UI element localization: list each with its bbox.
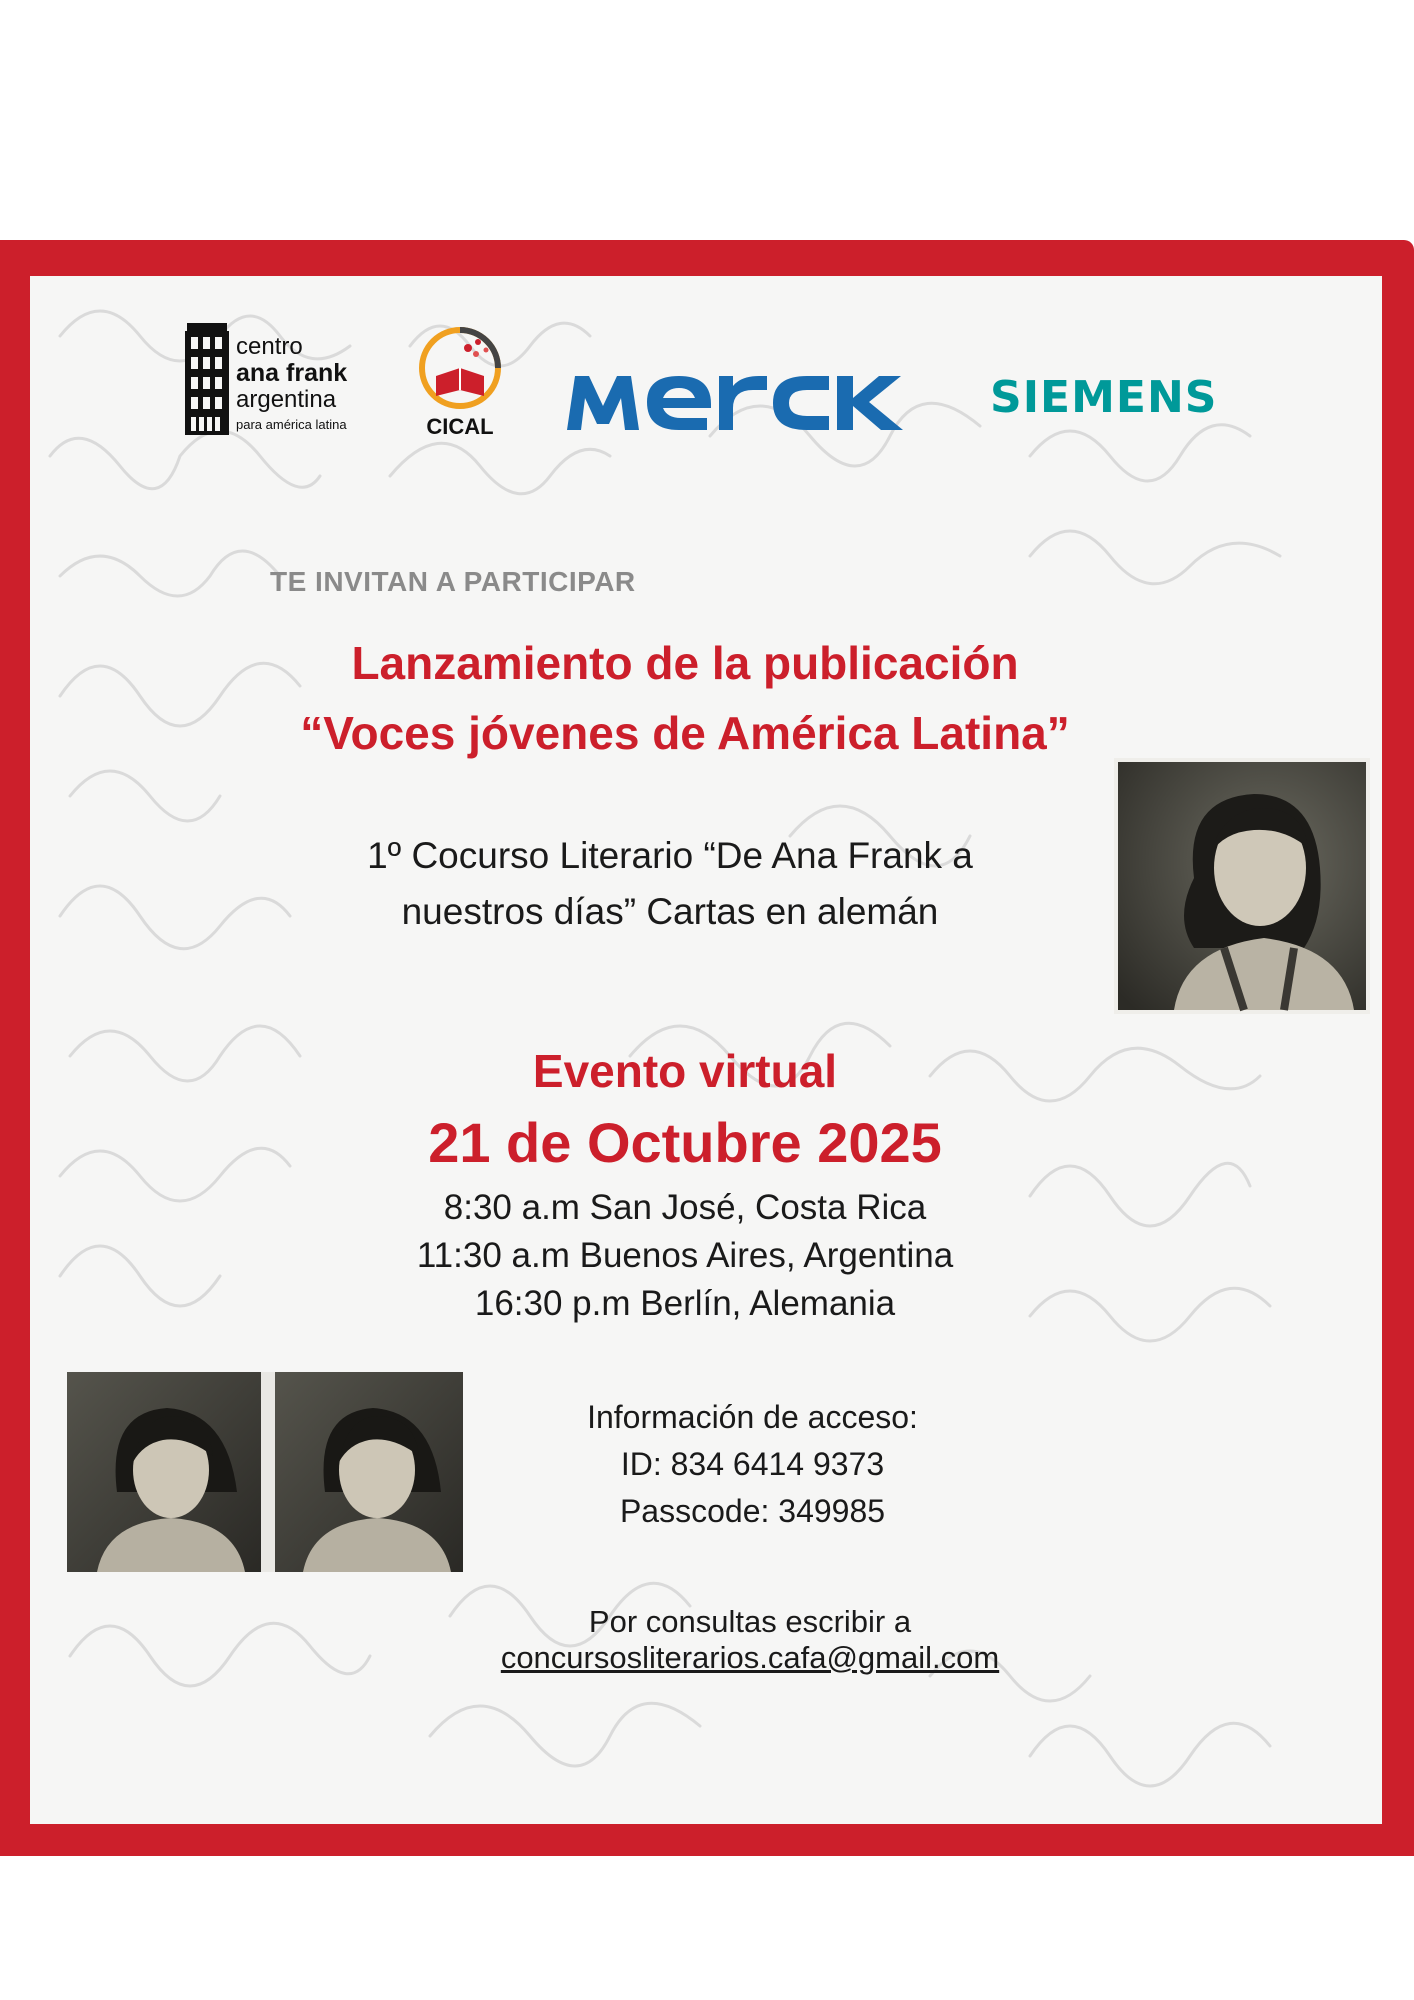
contact-text: Por consultas escribir a	[588, 1604, 912, 1639]
cical-label: CICAL	[426, 414, 494, 439]
event-date: 21 de Octubre 2025	[428, 1111, 942, 1174]
time-germany: 16:30 p.m Berlín, Alemania	[474, 1284, 896, 1323]
merck-logo	[567, 372, 917, 434]
title-line1: Lanzamiento de la publicación	[351, 637, 1019, 689]
cafa-wordmark	[236, 335, 347, 431]
time-costa-rica: 8:30 a.m San José, Costa Rica	[443, 1188, 927, 1227]
contest-line2: nuestros días” Cartas en alemán	[401, 891, 939, 932]
cafa-line1: centro	[236, 333, 303, 360]
cafa-line2: ana frank	[236, 359, 348, 387]
cafa-line3: argentina	[236, 386, 337, 413]
portrait-photo	[1114, 758, 1370, 1014]
siemens-logo: SIEMENS	[990, 372, 1218, 423]
meeting-passcode[interactable]: Passcode: 349985	[619, 1493, 886, 1529]
contest-description	[240, 828, 1100, 940]
cical-logo	[418, 326, 502, 440]
access-heading: Información de acceso:	[587, 1399, 918, 1435]
cical-emblem-icon	[418, 326, 502, 412]
cafa-line4: para américa latina	[236, 417, 347, 432]
meeting-id[interactable]: ID: 834 6414 9373	[620, 1446, 885, 1482]
title-line2: “Voces jóvenes de América Latina”	[300, 707, 1070, 759]
contest-line1: 1º Cocurso Literario “De Ana Frank a	[367, 835, 973, 876]
twin-portrait-photos	[67, 1372, 463, 1572]
time-argentina: 11:30 a.m Buenos Aires, Argentina	[416, 1236, 954, 1275]
event-times	[300, 1184, 1070, 1328]
event-type: Evento virtual	[532, 1045, 838, 1097]
contact-info	[440, 1604, 1060, 1676]
building-icon	[185, 323, 229, 435]
access-info	[500, 1394, 1005, 1535]
contact-email-link[interactable]: concursosliterarios.cafa@gmail.com	[500, 1640, 1000, 1675]
centro-ana-frank-logo	[185, 323, 385, 435]
invite-label: TE INVITAN A PARTICIPAR	[270, 566, 636, 597]
